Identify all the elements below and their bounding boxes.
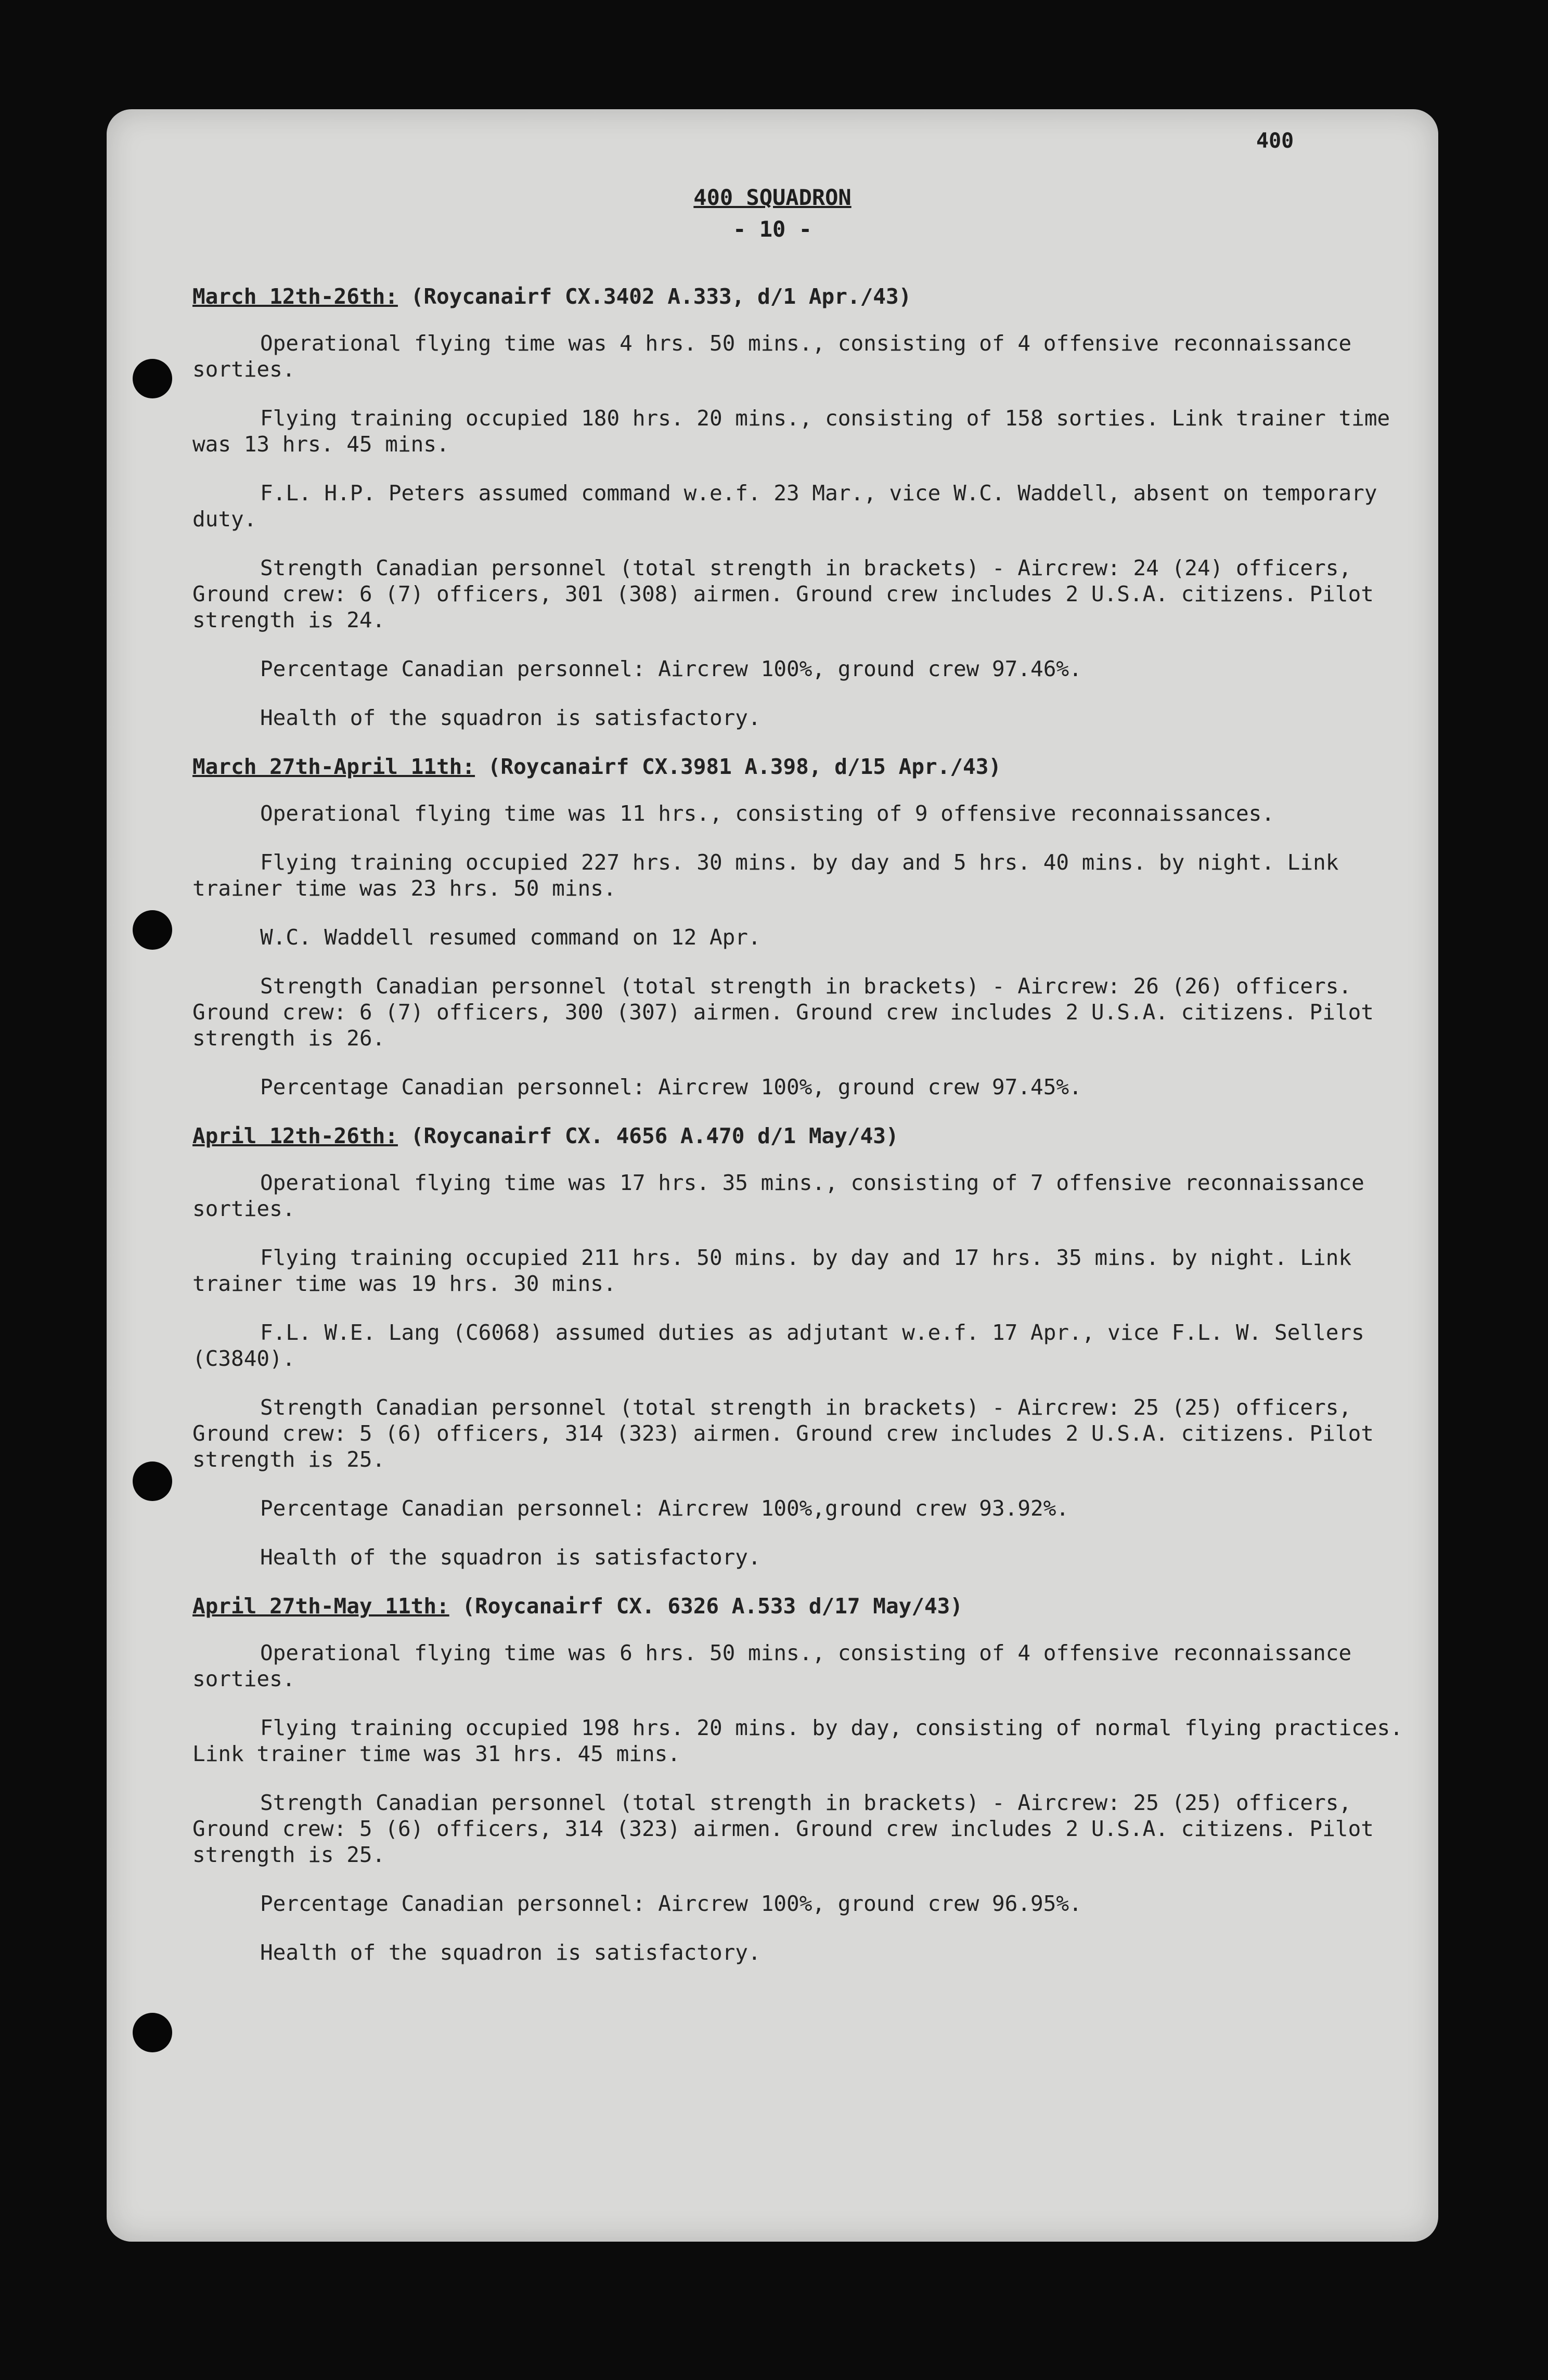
paragraph: Operational flying time was 17 hrs. 35 mins., consisting of 7 offensive reconnaissance sorties. bbox=[192, 1170, 1364, 1221]
section-date-range: April 27th-May 11th: bbox=[192, 1594, 449, 1619]
section-heading bbox=[192, 1123, 1430, 1149]
report-section bbox=[192, 1593, 1430, 1965]
paragraph: F.L. W.E. Lang (C6068) assumed duties as adjutant w.e.f. 17 Apr., vice F.L. W. Sellers (C3840). bbox=[192, 1320, 1364, 1371]
punch-hole bbox=[133, 2013, 172, 2052]
punch-hole bbox=[133, 1461, 172, 1501]
paragraph: Percentage Canadian personnel: Aircrew 100%, ground crew 97.46%. bbox=[260, 656, 1082, 681]
page-marker: - 10 - bbox=[733, 216, 812, 242]
paragraph: Strength Canadian personnel (total strength in brackets) - Aircrew: 26 (26) officers. Ground crew: 6 (7) officers, 300 (307) airmen. Ground crew includes 2 U.S.A. citizens. Pilot strength is 26. bbox=[192, 974, 1374, 1051]
page-number: 400 bbox=[1256, 129, 1294, 153]
section-date-range: March 12th-26th: bbox=[192, 284, 398, 309]
section-heading bbox=[192, 1593, 1430, 1619]
paragraph: Percentage Canadian personnel: Aircrew 100%, ground crew 96.95%. bbox=[260, 1891, 1082, 1916]
paragraph: Flying training occupied 180 hrs. 20 mins., consisting of 158 sorties. Link trainer time was 13 hrs. 45 mins. bbox=[192, 406, 1390, 457]
paragraph: Percentage Canadian personnel: Aircrew 100%, ground crew 97.45%. bbox=[260, 1075, 1082, 1100]
paragraph: Percentage Canadian personnel: Aircrew 100%,ground crew 93.92%. bbox=[260, 1496, 1069, 1521]
punch-hole bbox=[133, 910, 172, 950]
report-section bbox=[192, 754, 1430, 1100]
paragraph: Flying training occupied 211 hrs. 50 mins. by day and 17 hrs. 35 mins. by night. Link trainer time was 19 hrs. 30 mins. bbox=[192, 1245, 1352, 1296]
section-reference: (Roycanairf CX. 4656 A.470 d/1 May/43) bbox=[410, 1123, 899, 1148]
section-date-range: April 12th-26th: bbox=[192, 1123, 398, 1148]
paragraph: Strength Canadian personnel (total strength in brackets) - Aircrew: 24 (24) officers, Ground crew: 6 (7) officers, 301 (308) airmen. Ground crew includes 2 U.S.A. citizens. Pilot strength is 24. bbox=[192, 555, 1374, 632]
paragraph: Operational flying time was 4 hrs. 50 mins., consisting of 4 offensive reconnaissance sorties. bbox=[192, 331, 1352, 382]
paragraph: Health of the squadron is satisfactory. bbox=[260, 1940, 761, 1965]
paragraph: Strength Canadian personnel (total strength in brackets) - Aircrew: 25 (25) officers, Ground crew: 5 (6) officers, 314 (323) airmen. Ground crew includes 2 U.S.A. citizens. Pilot strength is 25. bbox=[192, 1395, 1374, 1472]
punch-hole bbox=[133, 359, 172, 398]
section-heading bbox=[192, 283, 1430, 309]
paragraph: W.C. Waddell resumed command on 12 Apr. bbox=[260, 925, 761, 950]
section-reference: (Roycanairf CX. 6326 A.533 d/17 May/43) bbox=[462, 1594, 963, 1619]
paragraph: Operational flying time was 11 hrs., consisting of 9 offensive reconnaissances. bbox=[260, 801, 1275, 826]
paragraph: F.L. H.P. Peters assumed command w.e.f. 23 Mar., vice W.C. Waddell, absent on temporary duty. bbox=[192, 481, 1377, 532]
document-body bbox=[192, 283, 1430, 1988]
section-reference: (Roycanairf CX.3402 A.333, d/1 Apr./43) bbox=[410, 284, 912, 309]
report-section bbox=[192, 283, 1430, 731]
paragraph: Flying training occupied 227 hrs. 30 mins. by day and 5 hrs. 40 mins. by night. Link trainer time was 23 hrs. 50 mins. bbox=[192, 850, 1339, 901]
section-heading bbox=[192, 754, 1430, 780]
paragraph: Health of the squadron is satisfactory. bbox=[260, 705, 761, 730]
document-header bbox=[107, 182, 1438, 245]
squadron-title: 400 SQUADRON bbox=[693, 185, 852, 210]
section-reference: (Roycanairf CX.3981 A.398, d/15 Apr./43) bbox=[487, 754, 1002, 779]
paragraph: Operational flying time was 6 hrs. 50 mins., consisting of 4 offensive reconnaissance sorties. bbox=[192, 1640, 1352, 1691]
report-section bbox=[192, 1123, 1430, 1570]
paragraph: Health of the squadron is satisfactory. bbox=[260, 1545, 761, 1570]
paragraph: Strength Canadian personnel (total strength in brackets) - Aircrew: 25 (25) officers, Ground crew: 5 (6) officers, 314 (323) airmen. Ground crew includes 2 U.S.A. citizens. Pilot strength is 25. bbox=[192, 1790, 1374, 1867]
paragraph: Flying training occupied 198 hrs. 20 mins. by day, consisting of normal flying practices. Link trainer time was 31 hrs. 45 mins. bbox=[192, 1715, 1403, 1766]
section-date-range: March 27th-April 11th: bbox=[192, 754, 475, 779]
